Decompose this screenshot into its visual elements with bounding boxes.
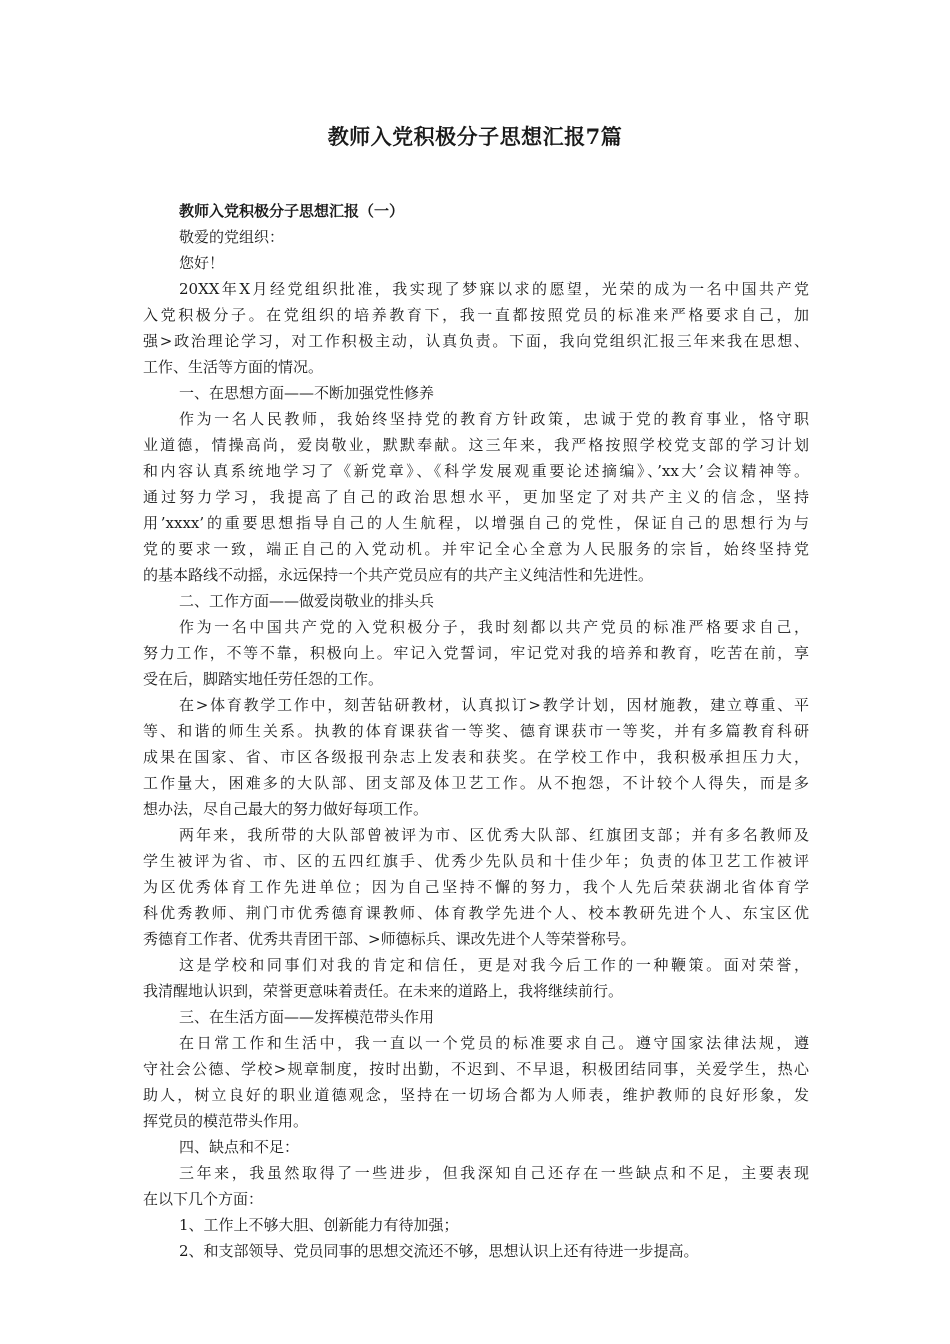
text-line: 入党积极分子。在党组织的培养教育下，我一直都按照党员的标准来严格要求自己，加	[143, 306, 809, 324]
text-line: 工作、生活等方面的情况。	[143, 358, 324, 376]
text-line: 敬爱的党组织：	[179, 228, 285, 246]
text-line: 作为一名中国共产党的入党积极分子，我时刻都以共产党员的标准严格要求自己，	[179, 618, 809, 636]
section-title	[143, 198, 809, 224]
text-line: 秀德育工作者、优秀共青团干部、>师德标兵、课改先进个人等荣誉称号。	[143, 930, 636, 948]
text-line: 一、在思想方面——不断加强党性修养	[179, 384, 435, 402]
text-line: 助人，树立良好的职业道德观念，坚持在一切场合都为人师表，维护教师的良好形象，发	[143, 1086, 809, 1104]
text-line: 四、缺点和不足：	[179, 1138, 300, 1156]
text-line: 两年来，我所带的大队部曾被评为市、区优秀大队部、红旗团支部；并有多名教师及	[179, 826, 809, 844]
text-line: 守社会公德、学校>规章制度，按时出勤，不迟到、不早退，积极团结同事，关爱学生，热心	[143, 1060, 809, 1078]
text-line: 想办法，尽自己最大的努力做好每项工作。	[143, 800, 429, 818]
text-line: 等、和谐的师生关系。执教的体育课获省一等奖、德育课获市一等奖，并有多篇教育科研	[143, 722, 809, 740]
document-body	[143, 198, 809, 1264]
text-line: 这是学校和同事们对我的肯定和信任，更是对我今后工作的一种鞭策。面对荣誉，	[179, 956, 809, 974]
text-line: 在>体育教学工作中，刻苦钻研教材，认真拟订>教学计划，因材施教，建立尊重、平	[179, 696, 809, 714]
text-line: 工作量大，困难多的大队部、团支部及体卫艺工作。从不抱怨，不计较个人得失，而是多	[143, 774, 809, 792]
text-line: 业道德，情操高尚，爱岗敬业，默默奉献。这三年来，我严格按照学校党支部的学习计划	[143, 436, 809, 454]
document-title: 教师入党积极分子思想汇报7篇	[327, 124, 623, 149]
text-line: 为区优秀体育工作先进单位；因为自己坚持不懈的努力，我个人先后荣获湖北省体育学	[143, 878, 809, 896]
text-line: 的基本路线不动摇，永远保持一个共产党员应有的共产主义纯洁性和先进性。	[143, 566, 654, 584]
text-line: 挥党员的模范带头作用。	[143, 1112, 309, 1130]
text-line: 您好！	[179, 254, 225, 272]
text-line: 1、工作上不够大胆、创新能力有待加强；	[179, 1216, 459, 1234]
text-line: 通过努力学习，我提高了自己的政治思想水平，更加坚定了对共产主义的信念，坚持	[143, 488, 809, 506]
text-line: 科优秀教师、荆门市优秀德育课教师、体育教学先进个人、校本教研先进个人、东宝区优	[143, 904, 809, 922]
text-line: 20XX年X月经党组织批准，我实现了梦寐以求的愿望，光荣的成为一名中国共产党	[179, 280, 809, 298]
text-line: 三年来，我虽然取得了一些进步，但我深知自己还存在一些缺点和不足，主要表现	[179, 1164, 809, 1182]
text-line: 作为一名人民教师，我始终坚持党的教育方针政策，忠诚于党的教育事业，恪守职	[179, 410, 809, 428]
text-line: 三、在生活方面——发挥模范带头作用	[179, 1008, 435, 1026]
paragraph-lines	[143, 224, 809, 1264]
text-line: 强>政治理论学习，对工作积极主动，认真负责。下面，我向党组织汇报三年来我在思想、	[143, 332, 809, 350]
text-line: 2、和支部领导、党员同事的思想交流还不够，思想认识上还有待进一步提高。	[179, 1242, 699, 1260]
text-line: 在以下几个方面：	[143, 1190, 264, 1208]
text-line: 成果在国家、省、市区各级报刊杂志上发表和获奖。在学校工作中，我积极承担压力大，	[143, 748, 809, 766]
text-line: 努力工作，不等不靠，积极向上。牢记入党誓词，牢记党对我的培养和教育，吃苦在前，享	[143, 644, 809, 662]
text-line: 我清醒地认识到，荣誉更意味着责任。在未来的道路上，我将继续前行。	[143, 982, 624, 1000]
text-line: 和内容认真系统地学习了《新党章》、《科学发展观重要论述摘编》、’xx大’会议精神等。	[143, 462, 809, 480]
text-line: 在日常工作和生活中，我一直以一个党员的标准要求自己。遵守国家法律法规，遵	[179, 1034, 809, 1052]
section-title-number: （一）	[359, 202, 405, 220]
section-title-text: 教师入党积极分子思想汇报	[179, 202, 360, 220]
text-line: 用’xxxx’的重要思想指导自己的人生航程，以增强自己的党性，保证自己的思想行为与	[143, 514, 809, 532]
text-line: 受在后，脚踏实地任劳任怨的工作。	[143, 670, 384, 688]
text-line: 学生被评为省、市、区的五四红旗手、优秀少先队员和十佳少年；负责的体卫艺工作被评	[143, 852, 809, 870]
text-line: 二、工作方面——做爱岗敬业的排头兵	[179, 592, 435, 610]
text-line: 党的要求一致，端正自己的入党动机。并牢记全心全意为人民服务的宗旨，始终坚持党	[143, 540, 809, 558]
